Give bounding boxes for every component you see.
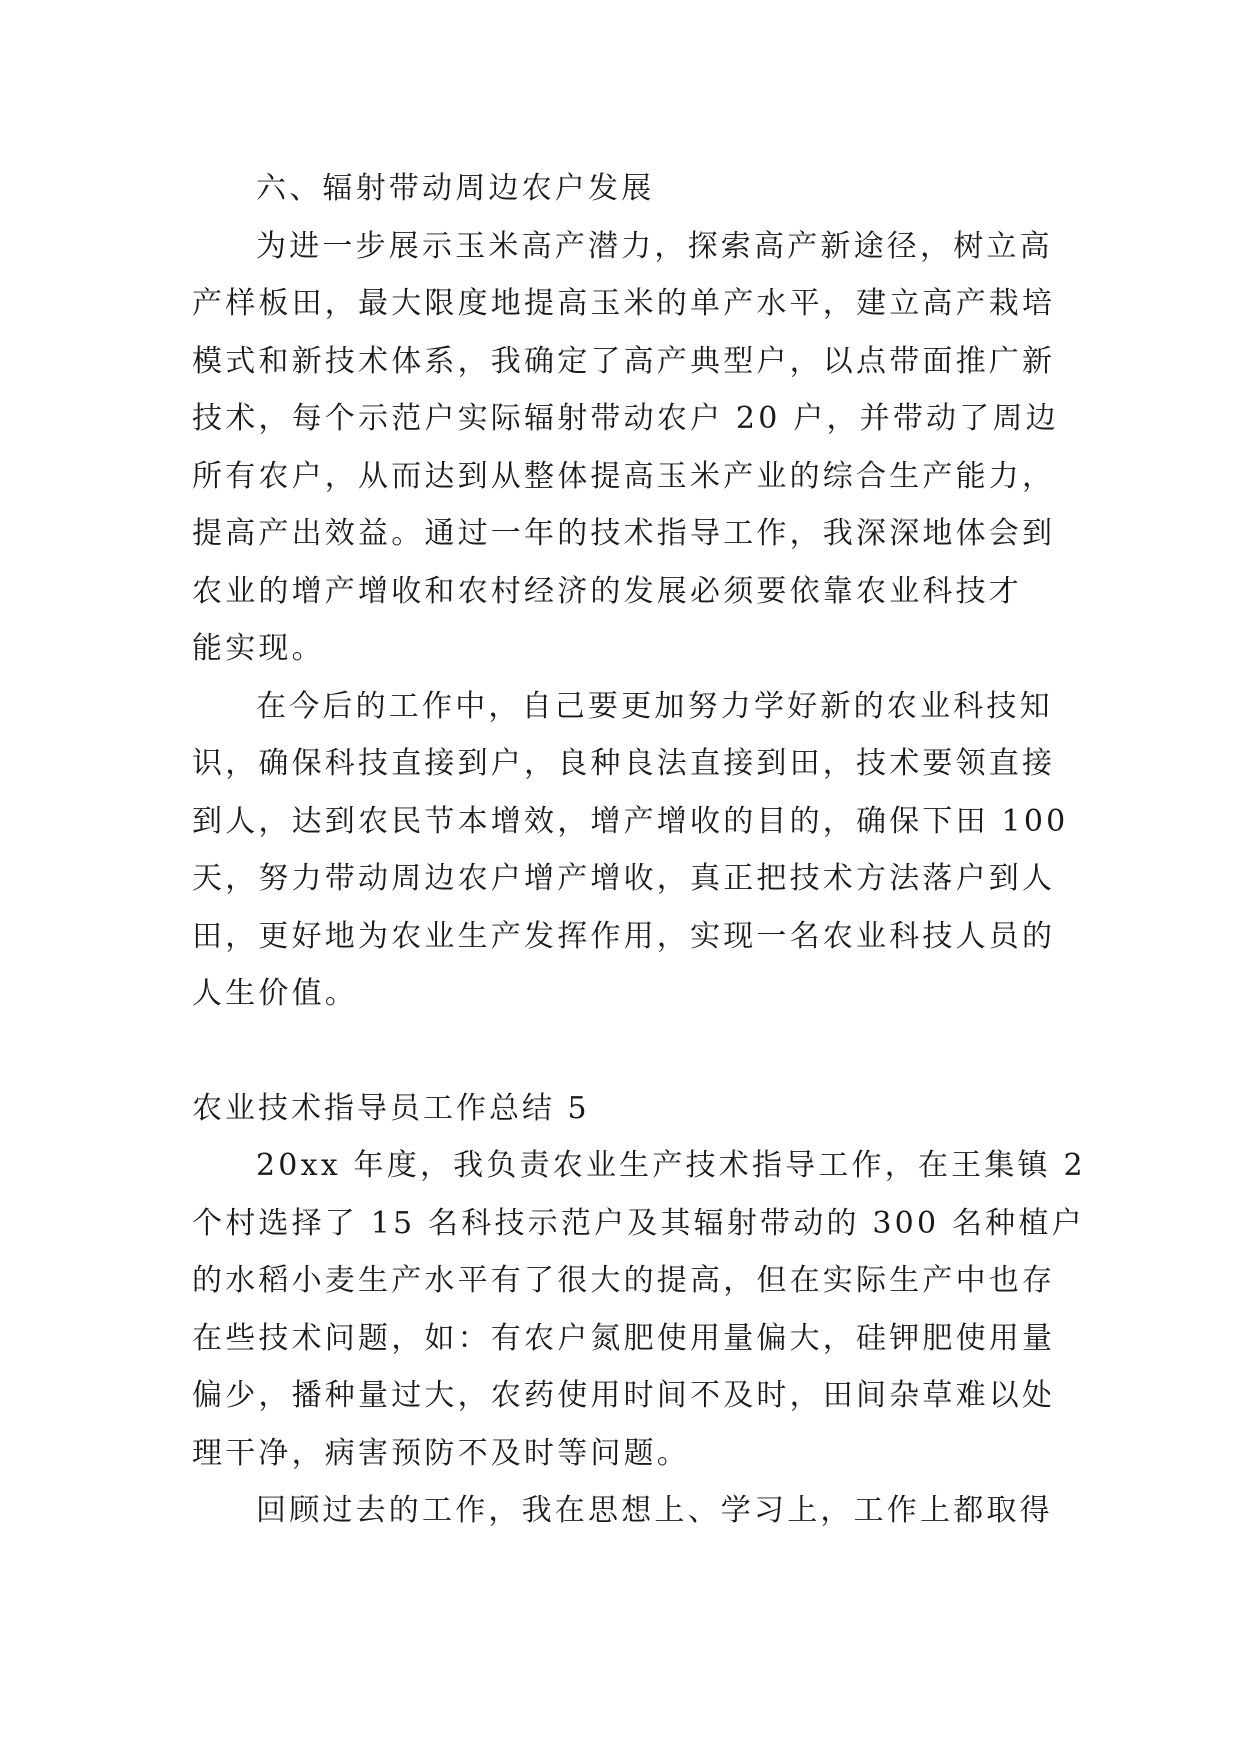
paragraph-line: 回顾过去的工作，我在思想上、学习上，工作上都取得 <box>256 1493 1053 1528</box>
paragraph-line: 田，更好地为农业生产发挥作用，实现一名农业科技人员的 <box>192 918 1056 954</box>
paragraph-line: 能实现。 <box>192 631 325 666</box>
paragraph-line: 个村选择了 15 名科技示范户及其辐射带动的 300 名种植户 <box>192 1205 1085 1241</box>
paragraph-line: 在今后的工作中，自己要更加努力学好新的农业科技知 <box>256 688 1053 724</box>
paragraph-line: 人生价值。 <box>192 976 358 1011</box>
paragraph-line: 在些技术问题，如：有农户氮肥使用量偏大，硅钾肥使用量 <box>192 1320 1056 1356</box>
document-content <box>192 160 1086 1540</box>
section-spacer <box>192 1023 1062 1080</box>
paragraph-line: 20xx 年度，我负责农业生产技术指导工作，在王集镇 2 <box>256 1148 1086 1183</box>
paragraph-line: 的水稻小麦生产水平有了很大的提高，但在实际生产中也存 <box>192 1263 1056 1298</box>
paragraph-line: 理干净，病害预防不及时等问题。 <box>192 1435 690 1471</box>
paragraph-line: 农业的增产增收和农村经济的发展必须要依靠农业科技才 <box>192 573 1022 609</box>
document-title: 农业技术指导员工作总结 5 <box>192 1090 590 1126</box>
paragraph-line: 识，确保科技直接到户，良种良法直接到田，技术要领直接 <box>192 746 1056 781</box>
paragraph-line: 提高产出效益。通过一年的技术指导工作，我深深地体会到 <box>192 516 1056 551</box>
paragraph-line: 模式和新技术体系，我确定了高产典型户，以点带面推广新 <box>192 343 1056 379</box>
paragraph <box>192 678 1069 1023</box>
paragraph-line: 产样板田，最大限度地提高玉米的单产水平，建立高产栽培 <box>192 286 1056 321</box>
section-heading: 六、辐射带动周边农户发展 <box>256 171 655 206</box>
paragraph <box>192 1482 1062 1540</box>
paragraph-line: 偏少，播种量过大，农药使用时间不及时，田间杂草难以处 <box>192 1378 1056 1413</box>
paragraph-line: 所有农户，从而达到从整体提高玉米产业的综合生产能力， <box>192 458 1056 494</box>
paragraph <box>192 218 1062 678</box>
paragraph-line: 天，努力带动周边农户增产增收，真正把技术方法落户到人 <box>192 861 1056 896</box>
paragraph-line: 技术，每个示范户实际辐射带动农户 20 户，并带动了周边 <box>192 401 1059 436</box>
paragraph <box>192 1137 1086 1482</box>
paragraph-line: 到人，达到农民节本增效，增产增收的目的，确保下田 100 <box>192 803 1069 839</box>
paragraph-line: 为进一步展示玉米高产潜力，探索高产新途径，树立高 <box>256 228 1053 264</box>
